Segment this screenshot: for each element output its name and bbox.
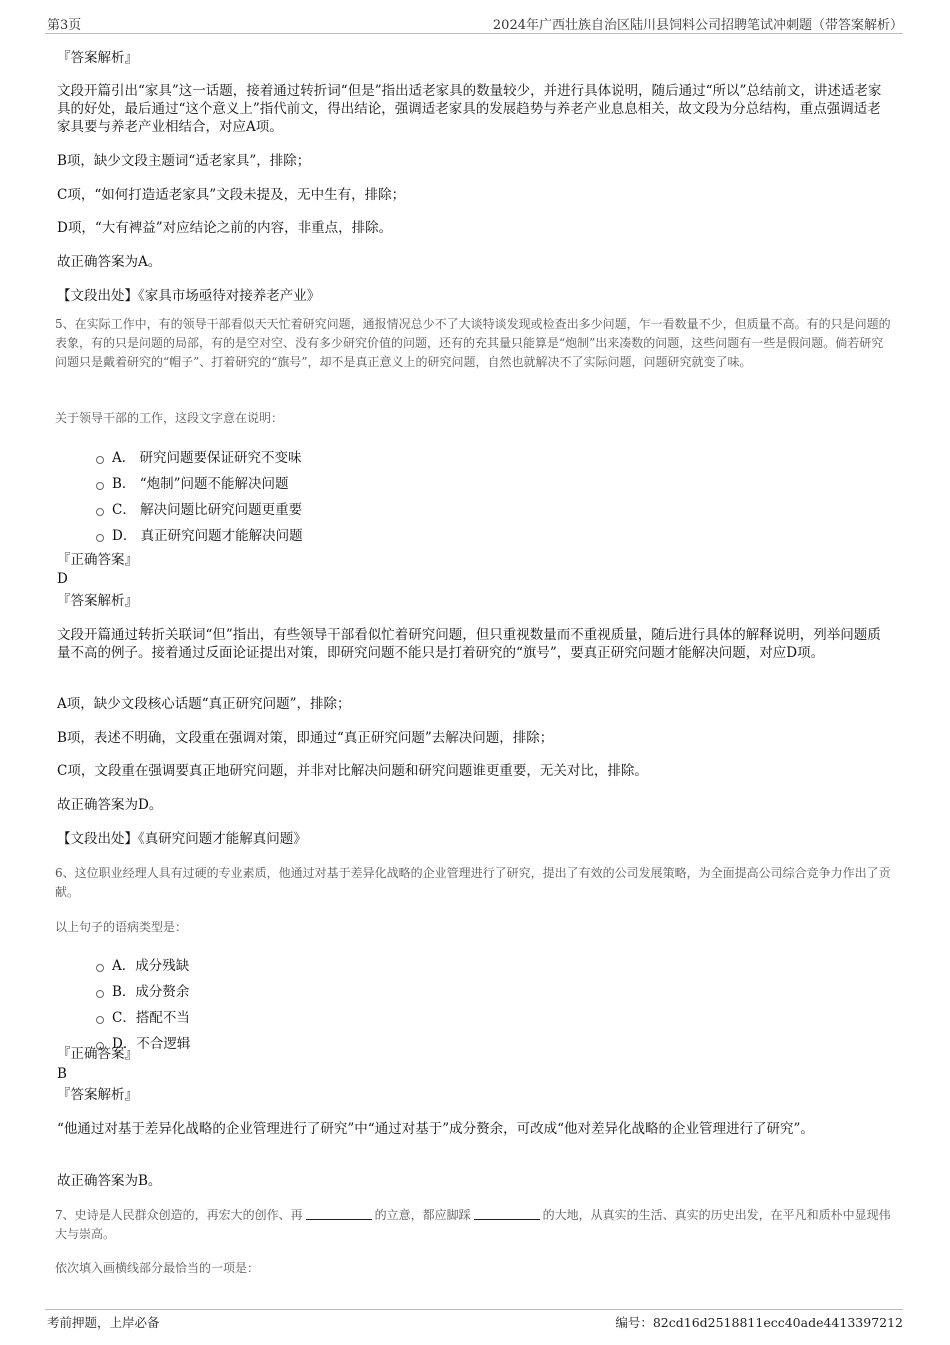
q5-answer: D <box>57 571 68 587</box>
q5-option-b[interactable]: B． “炮制”问题不能解决问题 <box>96 472 289 492</box>
document-id: 编号：82cd16d2518811ecc40ade4413397212 <box>615 1315 903 1330</box>
q4-option-b-note: B项，缺少文段主题词“适老家具”，排除； <box>57 153 311 169</box>
radio-icon[interactable] <box>96 1016 104 1024</box>
q5-answer-label: 『正确答案』 <box>57 552 138 568</box>
q6-analysis: “他通过对基于差异化战略的企业管理进行了研究”中“通过对基于”成分赘余，可改成“他对差异化战略的企业管理进行了研究”。 <box>57 1121 814 1137</box>
q4-option-c-note: C项，“如何打造适老家具”文段未提及，无中生有，排除； <box>57 187 406 203</box>
blank-line[interactable] <box>474 1207 540 1220</box>
q4-source: 【文段出处】《家具市场亟待对接养老产业》 <box>57 288 321 304</box>
radio-icon[interactable] <box>96 508 104 516</box>
radio-icon[interactable] <box>96 482 104 490</box>
q6-answer: B <box>57 1066 67 1082</box>
q6-option-c[interactable]: C．搭配不当 <box>96 1006 190 1026</box>
radio-icon[interactable] <box>96 990 104 998</box>
q6-analysis-label: 『答案解析』 <box>57 1087 138 1103</box>
q5-prompt: 关于领导干部的工作，这段文字意在说明： <box>55 411 284 425</box>
q6-option-b[interactable]: B．成分赘余 <box>96 980 189 1000</box>
q6-answer-label: 『正确答案』 <box>57 1046 138 1062</box>
q4-option-d-note: D项，“大有裨益”对应结论之前的内容，非重点，排除。 <box>57 220 393 236</box>
q5-analysis-label: 『答案解析』 <box>57 593 138 609</box>
page-number: 第3页 <box>47 18 82 33</box>
q5-option-a[interactable]: A． 研究问题要保证研究不变味 <box>96 446 302 466</box>
q5-source: 【文段出处】《真研究问题才能解真问题》 <box>57 831 307 847</box>
radio-icon[interactable] <box>96 456 104 464</box>
q5-option-c-note: C项，文段重在强调要真正地研究问题，并非对比解决问题和研究问题谁更重要，无关对比，排除。 <box>57 763 648 779</box>
q4-analysis-label: 『答案解析』 <box>57 50 138 66</box>
footer-divider <box>45 1309 903 1310</box>
q5-option-a-note: A项，缺少文段核心话题“真正研究问题”，排除； <box>57 696 351 712</box>
q6-option-d[interactable]: D．不合逻辑 <box>96 1032 190 1052</box>
q7-stem: 7、史诗是人民群众创造的，再宏大的创作、再 的立意，都应脚踩 的大地，从真实的生活、真实的历史出发，在平凡和质朴中显现伟大与崇高。 <box>55 1208 891 1241</box>
q6-stem: 6、这位职业经理人具有过硬的专业素质，他通过对基于差异化战略的企业管理进行了研究，提出了有效的公司发展策略，为全面提高公司综合竞争力作出了贡献。 <box>55 866 891 899</box>
q5-option-b-note: B项，表述不明确，文段重在强调对策，即通过“真正研究问题”去解决问题，排除； <box>57 730 554 746</box>
q5-analysis: 文段开篇通过转折关联词“但”指出，有些领导干部看似忙着研究问题，但只重视数量而不重视质量，随后进行具体的解释说明，列举问题质量不高的例子。接着通过反面论证提出对策，即研究问题不能只是打着研究的“旗号”，要真正研究问题才能解决问题，对应D项。 <box>57 627 881 661</box>
q4-analysis: 文段开篇引出“家具”这一话题，接着通过转折词“但是”指出适老家具的数量较少，并进行具体说明，随后通过“所以”总结前文，讲述适老家具的好处，最后通过“这个意义上”指代前文，得出结论，强调适老家具的发展趋势与养老产业息息相关，故文段为分总结构，重点强调适老家具要与养老产业相结合，对应A项。 <box>57 83 882 135</box>
q6-option-a[interactable]: A．成分残缺 <box>96 954 189 974</box>
q4-conclusion: 故正确答案为A。 <box>57 254 162 270</box>
q7-prompt: 依次填入画横线部分最恰当的一项是： <box>55 1261 260 1275</box>
footer-slogan: 考前押题，上岸必备 <box>47 1315 160 1330</box>
q6-conclusion: 故正确答案为B。 <box>57 1173 162 1189</box>
document-title: 2024年广西壮族自治区陆川县饲料公司招聘笔试冲刺题（带答案解析） <box>492 18 903 33</box>
q5-option-c[interactable]: C． 解决问题比研究问题更重要 <box>96 498 302 518</box>
radio-icon[interactable] <box>96 964 104 972</box>
q6-prompt: 以上句子的语病类型是： <box>55 920 188 934</box>
q5-conclusion: 故正确答案为D。 <box>57 797 163 813</box>
q5-stem: 5、在实际工作中，有的领导干部看似天天忙着研究问题，通报情况总少不了大谈特谈发现或检查出多少问题，乍一看数量不少，但质量不高。有的只是问题的表象，有的只是问题的局部，有的是空对空、没有多少研究价值的问题，还有的充其量只能算是“炮制”出来凑数的问题，这些问题有一些是假问题。倘若研究问题只是戴着研究的“帽子”、打着研究的“旗号”，却不是真正意义上的研究问题，自然也就解决不了实际问题，问题研究就变了味。 <box>55 317 891 369</box>
radio-icon[interactable] <box>96 534 104 542</box>
blank-line[interactable] <box>306 1207 372 1220</box>
q5-option-d[interactable]: D． 真正研究问题才能解决问题 <box>96 524 303 544</box>
header-divider <box>45 33 903 34</box>
